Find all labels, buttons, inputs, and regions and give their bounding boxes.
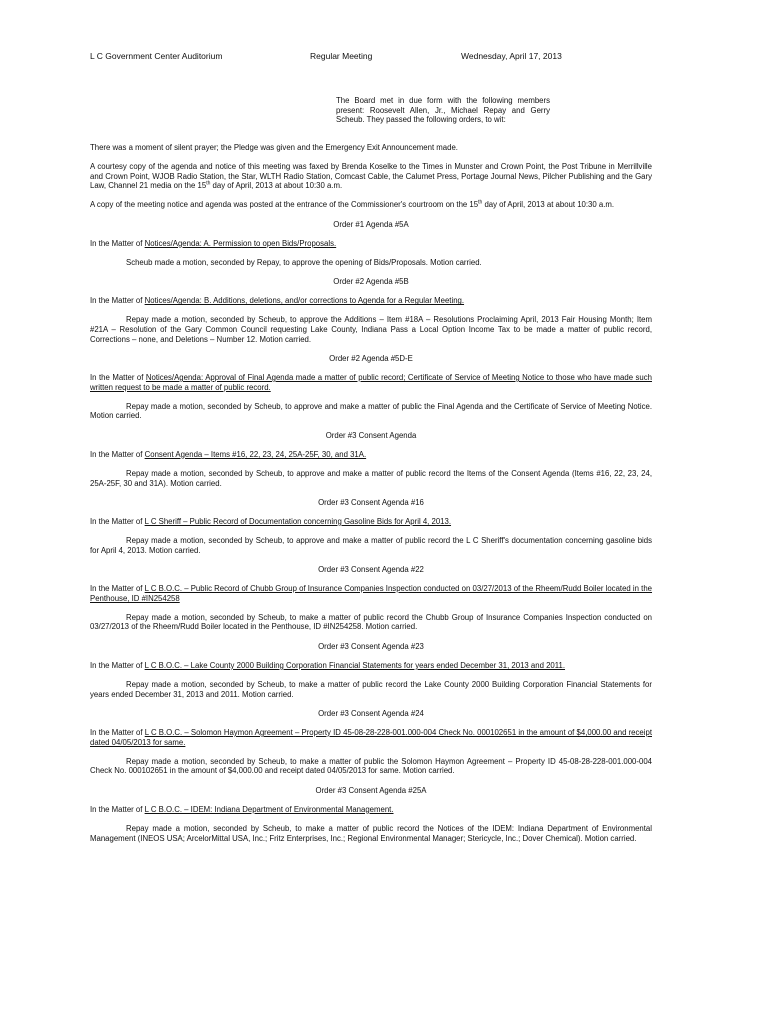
order-matter: In the Matter of Notices/Agenda: Approval of Final Agenda made a matter of public record; Certificate of Service of Meeting Notice to those who have made such written request to be made a matter of public record.	[90, 373, 652, 392]
order-motion: Repay made a motion, seconded by Scheub, to make a matter of public record the Chubb Group of Insurance Companies Inspection conducted on 03/27/2013 of the Rheem/Rudd Boiler located in the Penthouse, ID #IN254258. Motion carried.	[90, 612, 652, 632]
matter-subject: L C B.O.C. – Lake County 2000 Building Corporation Financial Statements for years ended December 31, 2013 and 2011.	[144, 660, 566, 670]
order-motion: Repay made a motion, seconded by Scheub, to make a matter of public record the Lake County 2000 Building Corporation Financial Statements for years ended December 31, 2013 and 2011. Motion carried.	[90, 680, 652, 699]
order-motion: Repay made a motion, seconded by Scheub, to approve and make a matter of public the Final Agenda and the Certificate of Service of Meeting Notice. Motion carried.	[90, 401, 652, 421]
order-motion: Scheub made a motion, seconded by Repay, to approve the opening of Bids/Proposals. Motion carried.	[126, 257, 482, 267]
matter-subject: L C B.O.C. – IDEM: Indiana Department of Environmental Management.	[144, 804, 394, 814]
order-matter: In the Matter of L C Sheriff – Public Record of Documentation concerning Gasoline Bids for April 4, 2013.	[90, 516, 452, 526]
order-title: Order #3 Consent Agenda #25A	[315, 785, 427, 795]
order-title: Order #2 Agenda #5D-E	[329, 353, 413, 363]
header-date: Wednesday, April 17, 2013	[461, 51, 562, 61]
matter-subject: L C B.O.C. – Public Record of Chubb Group of Insurance Companies Inspection conducted on 03/27/2013 of the Rheem/Rudd Boiler located in the Penthouse, ID #IN254258	[90, 584, 653, 603]
order-title: Order #3 Consent Agenda #23	[318, 641, 424, 651]
prayer-paragraph: There was a moment of silent prayer; the Pledge was given and the Emergency Exit Announcement made.	[90, 142, 458, 152]
matter-subject: Consent Agenda – Items #16, 22, 23, 24, 25A-25F, 30, and 31A.	[144, 449, 367, 459]
header-location: L C Government Center Auditorium	[90, 51, 223, 61]
order-motion: Repay made a motion, seconded by Scheub, to make a matter of public record the Notices of the IDEM: Indiana Department of Environmental Management (INEOS USA; ArcelorMittal USA, Inc.; Fritz Enterprises, Inc.; Regional Environmental Manager; Stericycle, Inc.; Dover Chemical). Motion carried.	[90, 823, 652, 843]
matter-subject: Notices/Agenda: A. Permission to open Bids/Proposals.	[144, 238, 337, 248]
matter-subject: L C Sheriff – Public Record of Documentation concerning Gasoline Bids for April 4, 2013.	[144, 516, 452, 526]
order-motion: Repay made a motion, seconded by Scheub, to approve and make a matter of public record the Items of the Consent Agenda (Items #16, 22, 23, 24, 25A-25F, 30 and 31A). Motion carried.	[90, 468, 652, 488]
order-matter: In the Matter of L C B.O.C. – Solomon Haymon Agreement – Property ID 45-08-28-228-001.000-004 Check No. 000102651 in the amount of $4,000.00 and receipt dated 04/05/2013 for same.	[90, 728, 652, 747]
posted-notice-paragraph: A copy of the meeting notice and agenda was posted at the entrance of the Commissioner's courtroom on the 15th day of April, 2013 at about 10:30 a.m.	[90, 199, 615, 210]
order-title: Order #3 Consent Agenda	[325, 430, 417, 440]
order-title: Order #3 Consent Agenda #16	[318, 497, 424, 507]
order-matter: In the Matter of L C B.O.C. – Public Record of Chubb Group of Insurance Companies Inspection conducted on 03/27/2013 of the Rheem/Rudd Boiler located in the Penthouse, ID #IN254258	[90, 584, 653, 603]
order-matter: In the Matter of Notices/Agenda: B. Additions, deletions, and/or corrections to Agenda for a Regular Meeting.	[90, 296, 465, 306]
order-motion: Repay made a motion, seconded by Scheub, to approve the Additions – Item #18A – Resolutions Proclaiming April, 2013 Fair Housing Month; Item #21A – Resolution of the Gary Common Council requesting Lake County, Indiana Pass a Local Option Income Tax to be made a matter of public record, Corrections – none, and Deletions – Number 12. Motion carried.	[90, 315, 652, 344]
intro-paragraph: The Board met in due form with the following members present: Roosevelt Allen, Jr., Michael Repay and Gerry Scheub. They passed the following orders, to wit:	[336, 96, 550, 125]
order-matter: In the Matter of L C B.O.C. – IDEM: Indiana Department of Environmental Management.	[90, 804, 394, 814]
minutes-body	[90, 96, 652, 853]
courtesy-copy-paragraph: A courtesy copy of the agenda and notice of this meeting was faxed by Brenda Koselke to the Times in Munster and Crown Point, the Post Tribune in Merrillville and Crown Point, WJOB Radio Station, the Star, WLTH Radio Station, Comcast Cable, the Calumet Press, Portage Journal News, Pilcher Publishing and the Gary Law, Channel 21 media on the 15th day of April, 2013 at about 10:30 a.m.	[90, 161, 652, 191]
order-title: Order #2 Agenda #5B	[333, 277, 409, 287]
matter-subject: Notices/Agenda: B. Additions, deletions, and/or corrections to Agenda for a Regular Meeting.	[144, 296, 465, 306]
order-title: Order #3 Consent Agenda #24	[318, 708, 424, 718]
header-meeting-type: Regular Meeting	[310, 51, 373, 61]
matter-subject: L C B.O.C. – Solomon Haymon Agreement – Property ID 45-08-28-228-001.000-004 Check No. 000102651 in the amount of $4,000.00 and receipt dated 04/05/2013 for same.	[90, 728, 652, 747]
matter-subject: Notices/Agenda: Approval of Final Agenda made a matter of public record; Certificate of Service of Meeting Notice to those who have made such written request to be made a matter of public record.	[90, 373, 652, 392]
order-title: Order #3 Consent Agenda #22	[318, 564, 424, 574]
order-matter: In the Matter of Notices/Agenda: A. Permission to open Bids/Proposals.	[90, 238, 337, 248]
order-motion: Repay made a motion, seconded by Scheub, to make a matter of public the Solomon Haymon Agreement – Property ID 45-08-28-228-001.000-004 Check No. 000102651 in the amount of $4,000.00 and receipt dated 04/05/2013 for same. Motion carried.	[90, 756, 652, 776]
order-title: Order #1 Agenda #5A	[333, 219, 409, 229]
order-matter: In the Matter of Consent Agenda – Items #16, 22, 23, 24, 25A-25F, 30, and 31A.	[90, 449, 367, 459]
order-matter: In the Matter of L C B.O.C. – Lake County 2000 Building Corporation Financial Statements for years ended December 31, 2013 and 2011.	[90, 660, 566, 670]
order-motion: Repay made a motion, seconded by Scheub, to approve and make a matter of public record the L C Sheriff's documentation concerning gasoline bids for April 4, 2013. Motion carried.	[90, 536, 652, 555]
